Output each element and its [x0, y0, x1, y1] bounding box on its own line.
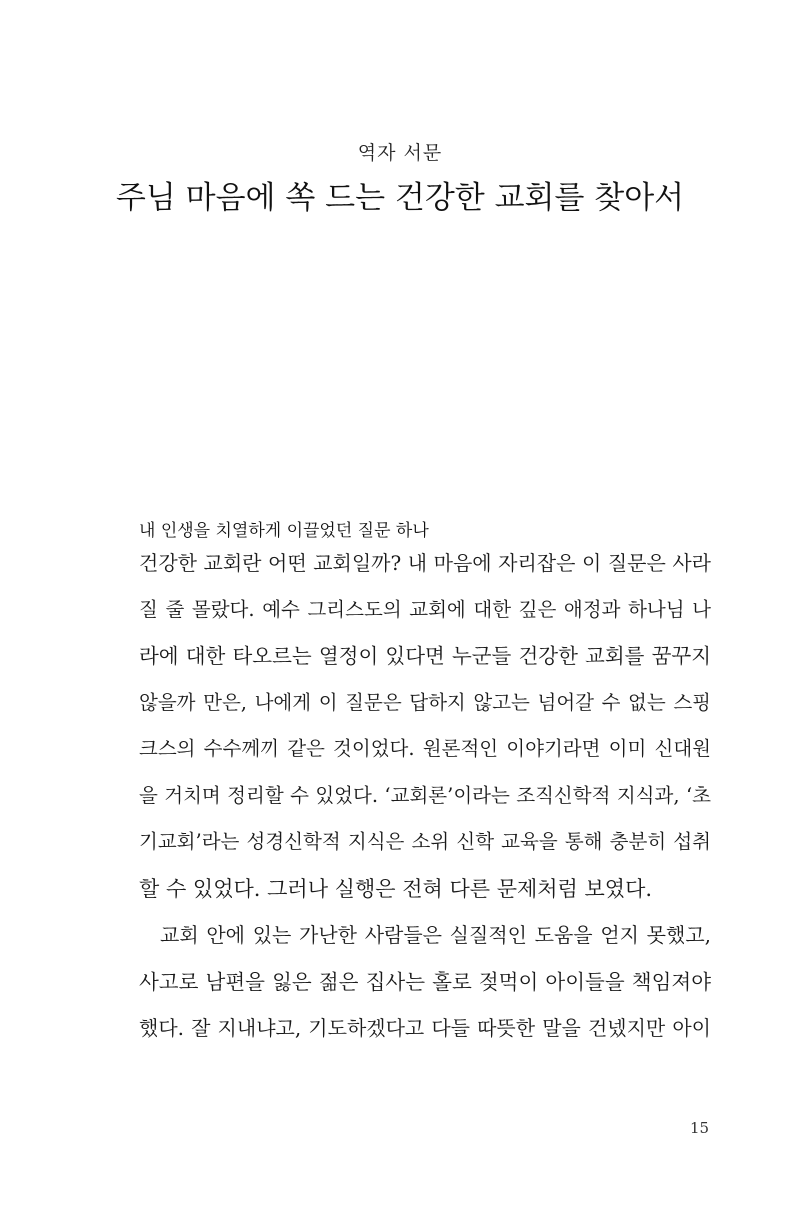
body-line: 할 수 있었다. 그러나 실행은 전혀 다른 문제처럼 보였다.: [139, 876, 653, 901]
body-line: 기교회’라는 성경신학적 지식은 소위 신학 교육을 통해 충분히 섭취: [139, 830, 711, 853]
body-line: 교회 안에 있는 가난한 사람들은 실질적인 도움을 얻지 못했고,: [160, 923, 711, 947]
body-line: 않을까 만은, 나에게 이 질문은 답하지 않고는 넘어갈 수 없는 스핑: [139, 690, 711, 714]
body-line: 라에 대한 타오르는 열정이 있다면 누군들 건강한 교회를 꿈꾸지: [139, 644, 711, 668]
page-number: 15: [690, 1119, 710, 1137]
body-line: 질 줄 몰랐다. 예수 그리스도의 교회에 대한 깊은 애정과 하나님 나: [139, 597, 711, 621]
body-line: 사고로 남편을 잃은 젊은 집사는 홀로 젖먹이 아이들을 책임져야: [139, 969, 711, 994]
chapter-title: 주님 마음에 쏙 드는 건강한 교회를 찾아서: [115, 180, 685, 216]
chapter-label: 역자 서문: [357, 142, 443, 164]
body-line: 했다. 잘 지내냐고, 기도하겠다고 다들 따뜻한 말을 건넸지만 아이: [139, 1016, 711, 1040]
body-line: 크스의 수수께끼 같은 것이었다. 원론적인 이야기라면 이미 신대원: [139, 737, 711, 760]
body-text: [139, 540, 711, 1052]
section-heading: 내 인생을 치열하게 이끌었던 질문 하나: [139, 521, 429, 541]
body-line: 을 거치며 정리할 수 있었다. ‘교회론’이라는 조직신학적 지식과, ‘초: [139, 783, 711, 807]
body-line: 건강한 교회란 어떤 교회일까? 내 마음에 자리잡은 이 질문은 사라: [139, 551, 711, 575]
